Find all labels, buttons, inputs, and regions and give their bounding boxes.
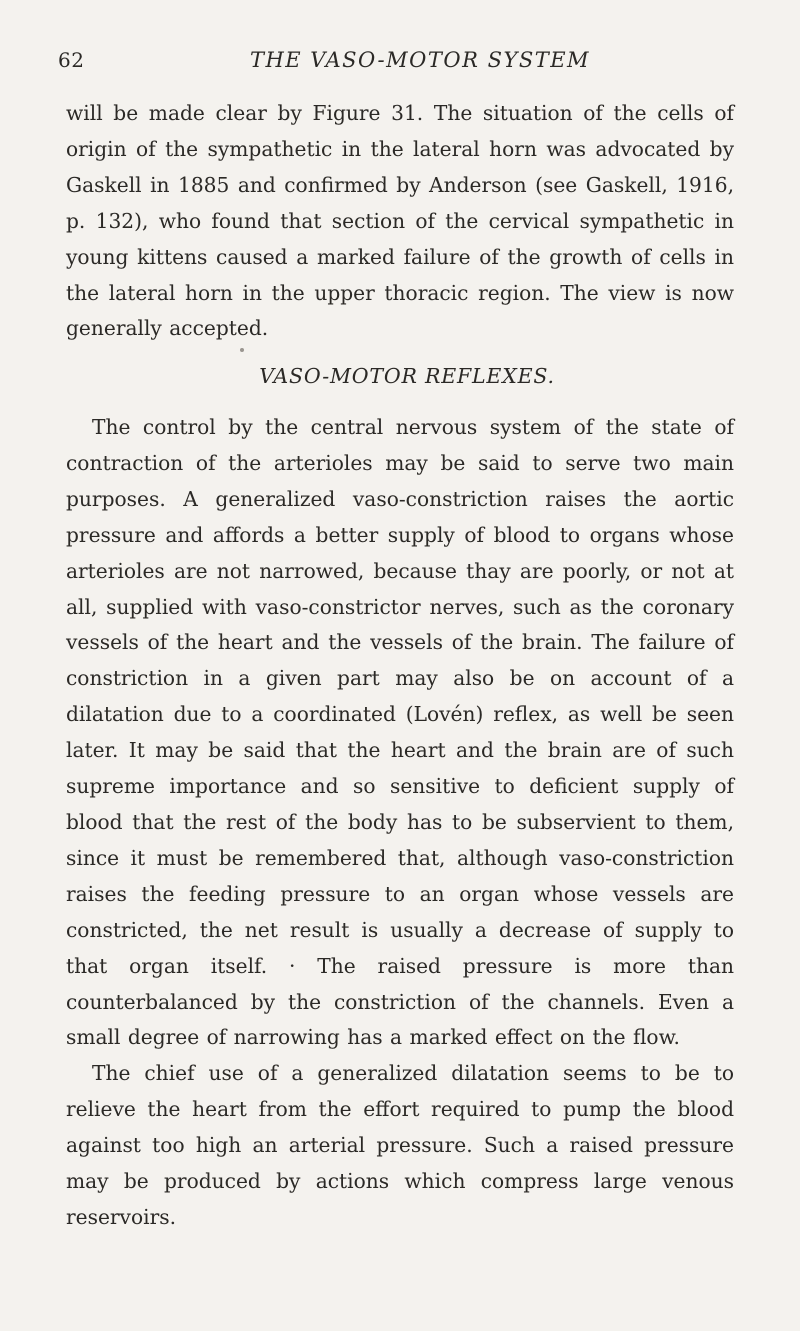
body-text-top [66, 96, 734, 347]
section-heading: VASO-MOTOR REFLEXES. [259, 364, 555, 388]
body-text-main [66, 410, 734, 1236]
print-speck [240, 348, 244, 352]
paragraph-dilatation: The chief use of a generalized dilatation seems to be to relieve the heart from the effort required to pump the blood against too high an arterial pressure. Such a raised pressure may be produced by actions which compress large venous reservoirs. [66, 1061, 734, 1229]
page-number: 62 [58, 48, 85, 72]
running-header [58, 48, 738, 78]
running-title: THE VASO-MOTOR SYSTEM [249, 48, 591, 72]
paragraph-opening: will be made clear by Figure 31. The situation of the cells of origin of the sympathetic in the lateral horn was advocated by Gaskell in 1885 and confirmed by Anderson (see Gaskell, 1916, p. 132), who found that section of the cervical sympathetic in young kittens caused a marked failure of the growth of cells in the lateral horn in the upper thoracic region. The view is now generally accepted. [66, 101, 734, 341]
paragraph-control: The control by the central nervous system of the state of contraction of the arterioles may be said to serve two main purposes. A generalized vaso-constriction raises the aortic pressure and affords a better supply of blood to organs whose arterioles are not narrowed, because thay are poorly, or not at all, supplied with vaso-constrictor nerves, such as the coronary vessels of the heart and the vessels of the brain. The failure of constriction in a given part may also be on account of a dilatation due to a coordinated (Lovén) reflex, as well be seen later. It may be said that the heart and the brain are of such supreme importance and so sensitive to deficient supply of blood that the rest of the body has to be subservient to them, since it must be remembered that, although vaso-constriction raises the feeding pressure to an organ whose vessels are constricted, the net result is usually a decrease of supply to that organ itself. · The raised pressure is more than counterbalanced by the constriction of the channels. Even a small degree of narrowing has a marked effect on the flow. [66, 415, 734, 1050]
